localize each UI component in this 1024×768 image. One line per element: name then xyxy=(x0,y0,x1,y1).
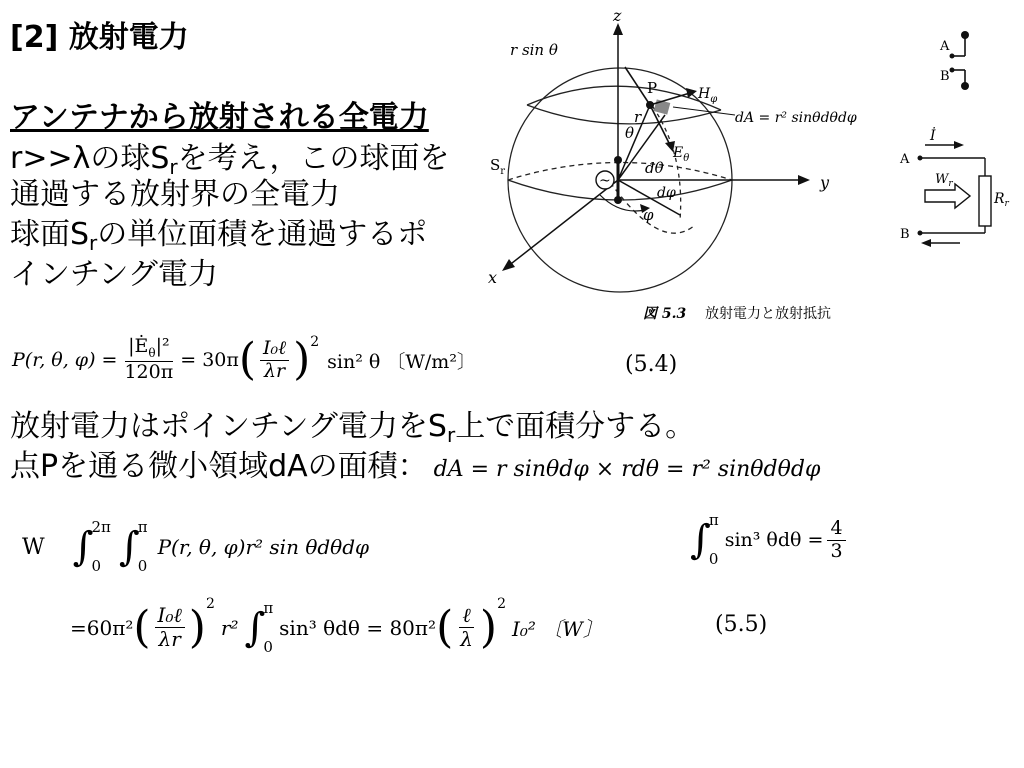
equation-5-5: =60π² ( $\frac{\text{I₀ℓ}}{\lambda r}$ ) $^2$ r² ∫ π 0 sin³ θdθ = 80π² ( $\frac{\text{ℓ}}{\lambda}$ ) $^2$ I₀² 〔W〕 xyxy=(70,596,603,656)
svg-text:~: ~ xyxy=(599,173,611,189)
caption-text: 放射電力と放射抵抗 xyxy=(705,306,831,322)
label-y: y xyxy=(820,173,830,192)
label-w: $W_r$ xyxy=(935,172,953,189)
equation-number-5-4: (5.4) xyxy=(625,352,678,377)
circuit-figure xyxy=(890,28,1020,258)
slide-title: [2] 放射電力 xyxy=(10,20,189,55)
text-line-1: r>>λの球$S_r$を考え，この球面を xyxy=(10,141,450,179)
da-formula: dA = r sinθdφ × rdθ = r² sinθdθdφ xyxy=(433,457,821,482)
label-r: $R_r$ xyxy=(994,191,1009,209)
label-da: dA = r² sinθdθdφ xyxy=(735,110,857,126)
text-line-3: 球面$S_r$の単位面積を通過するポ xyxy=(10,217,428,255)
integral-w: W ∫ 2π 0 ∫ π 0 P(r, θ, φ)r² sin θdθdφ xyxy=(22,518,370,575)
label-e: $E_\theta$ xyxy=(673,145,690,164)
label-b: B xyxy=(900,227,910,242)
equation-number-5-5: (5.5) xyxy=(715,612,768,637)
equation-5-4: P(r, θ, φ) = $\frac{|Ė_\theta|^2}{120\pi}$ = 30π ( $\frac{\text{I₀ℓ}}{\lambda r}$ ) $^2$ sin² θ 〔W/m²〕 xyxy=(12,334,476,385)
label-p: P xyxy=(647,79,658,97)
paragraph-3: 点Pを通る微小領域dAの面積： dA = r sinθdφ × rdθ = r² sinθdθdφ xyxy=(10,449,821,484)
y-arrow xyxy=(798,175,810,185)
resistor-rr xyxy=(979,176,991,226)
label-rsin: r sin θ xyxy=(510,41,558,59)
x-arrow xyxy=(502,259,515,271)
side-integral: ∫ π 0 sin³ θdθ = $\frac{4}{3}$ xyxy=(690,505,850,575)
label-sr: $S_r$ xyxy=(490,156,506,177)
label-b-top: B xyxy=(940,69,950,84)
label-theta: θ xyxy=(625,124,635,142)
label-h: $H_\varphi$ xyxy=(698,86,718,105)
label-r: r xyxy=(634,108,642,126)
label-x: x xyxy=(488,268,498,287)
latitude-upper-front xyxy=(527,105,721,124)
label-z: z xyxy=(613,6,622,25)
label-a: A xyxy=(900,152,910,167)
label-dphi: dφ xyxy=(657,185,676,201)
label-i: İ xyxy=(930,128,936,144)
antenna-top-node xyxy=(961,31,969,39)
antenna-bottom-node xyxy=(961,82,969,90)
label-a-top: A xyxy=(940,39,950,54)
x-axis xyxy=(507,180,618,267)
label-dtheta: dθ xyxy=(645,159,664,177)
text-line-2: 通過する放射界の全電力 xyxy=(10,177,340,212)
caption-prefix: 図 5.3 xyxy=(643,306,687,322)
paragraph-2: 放射電力はポインチング電力を$S_r$上で面積分する。 xyxy=(10,409,696,447)
sphere-figure xyxy=(485,5,885,325)
text-line-4: インチング電力 xyxy=(10,257,218,292)
label-phi: φ xyxy=(643,206,654,224)
slide-subtitle: アンテナから放射される全電力 xyxy=(10,100,429,135)
